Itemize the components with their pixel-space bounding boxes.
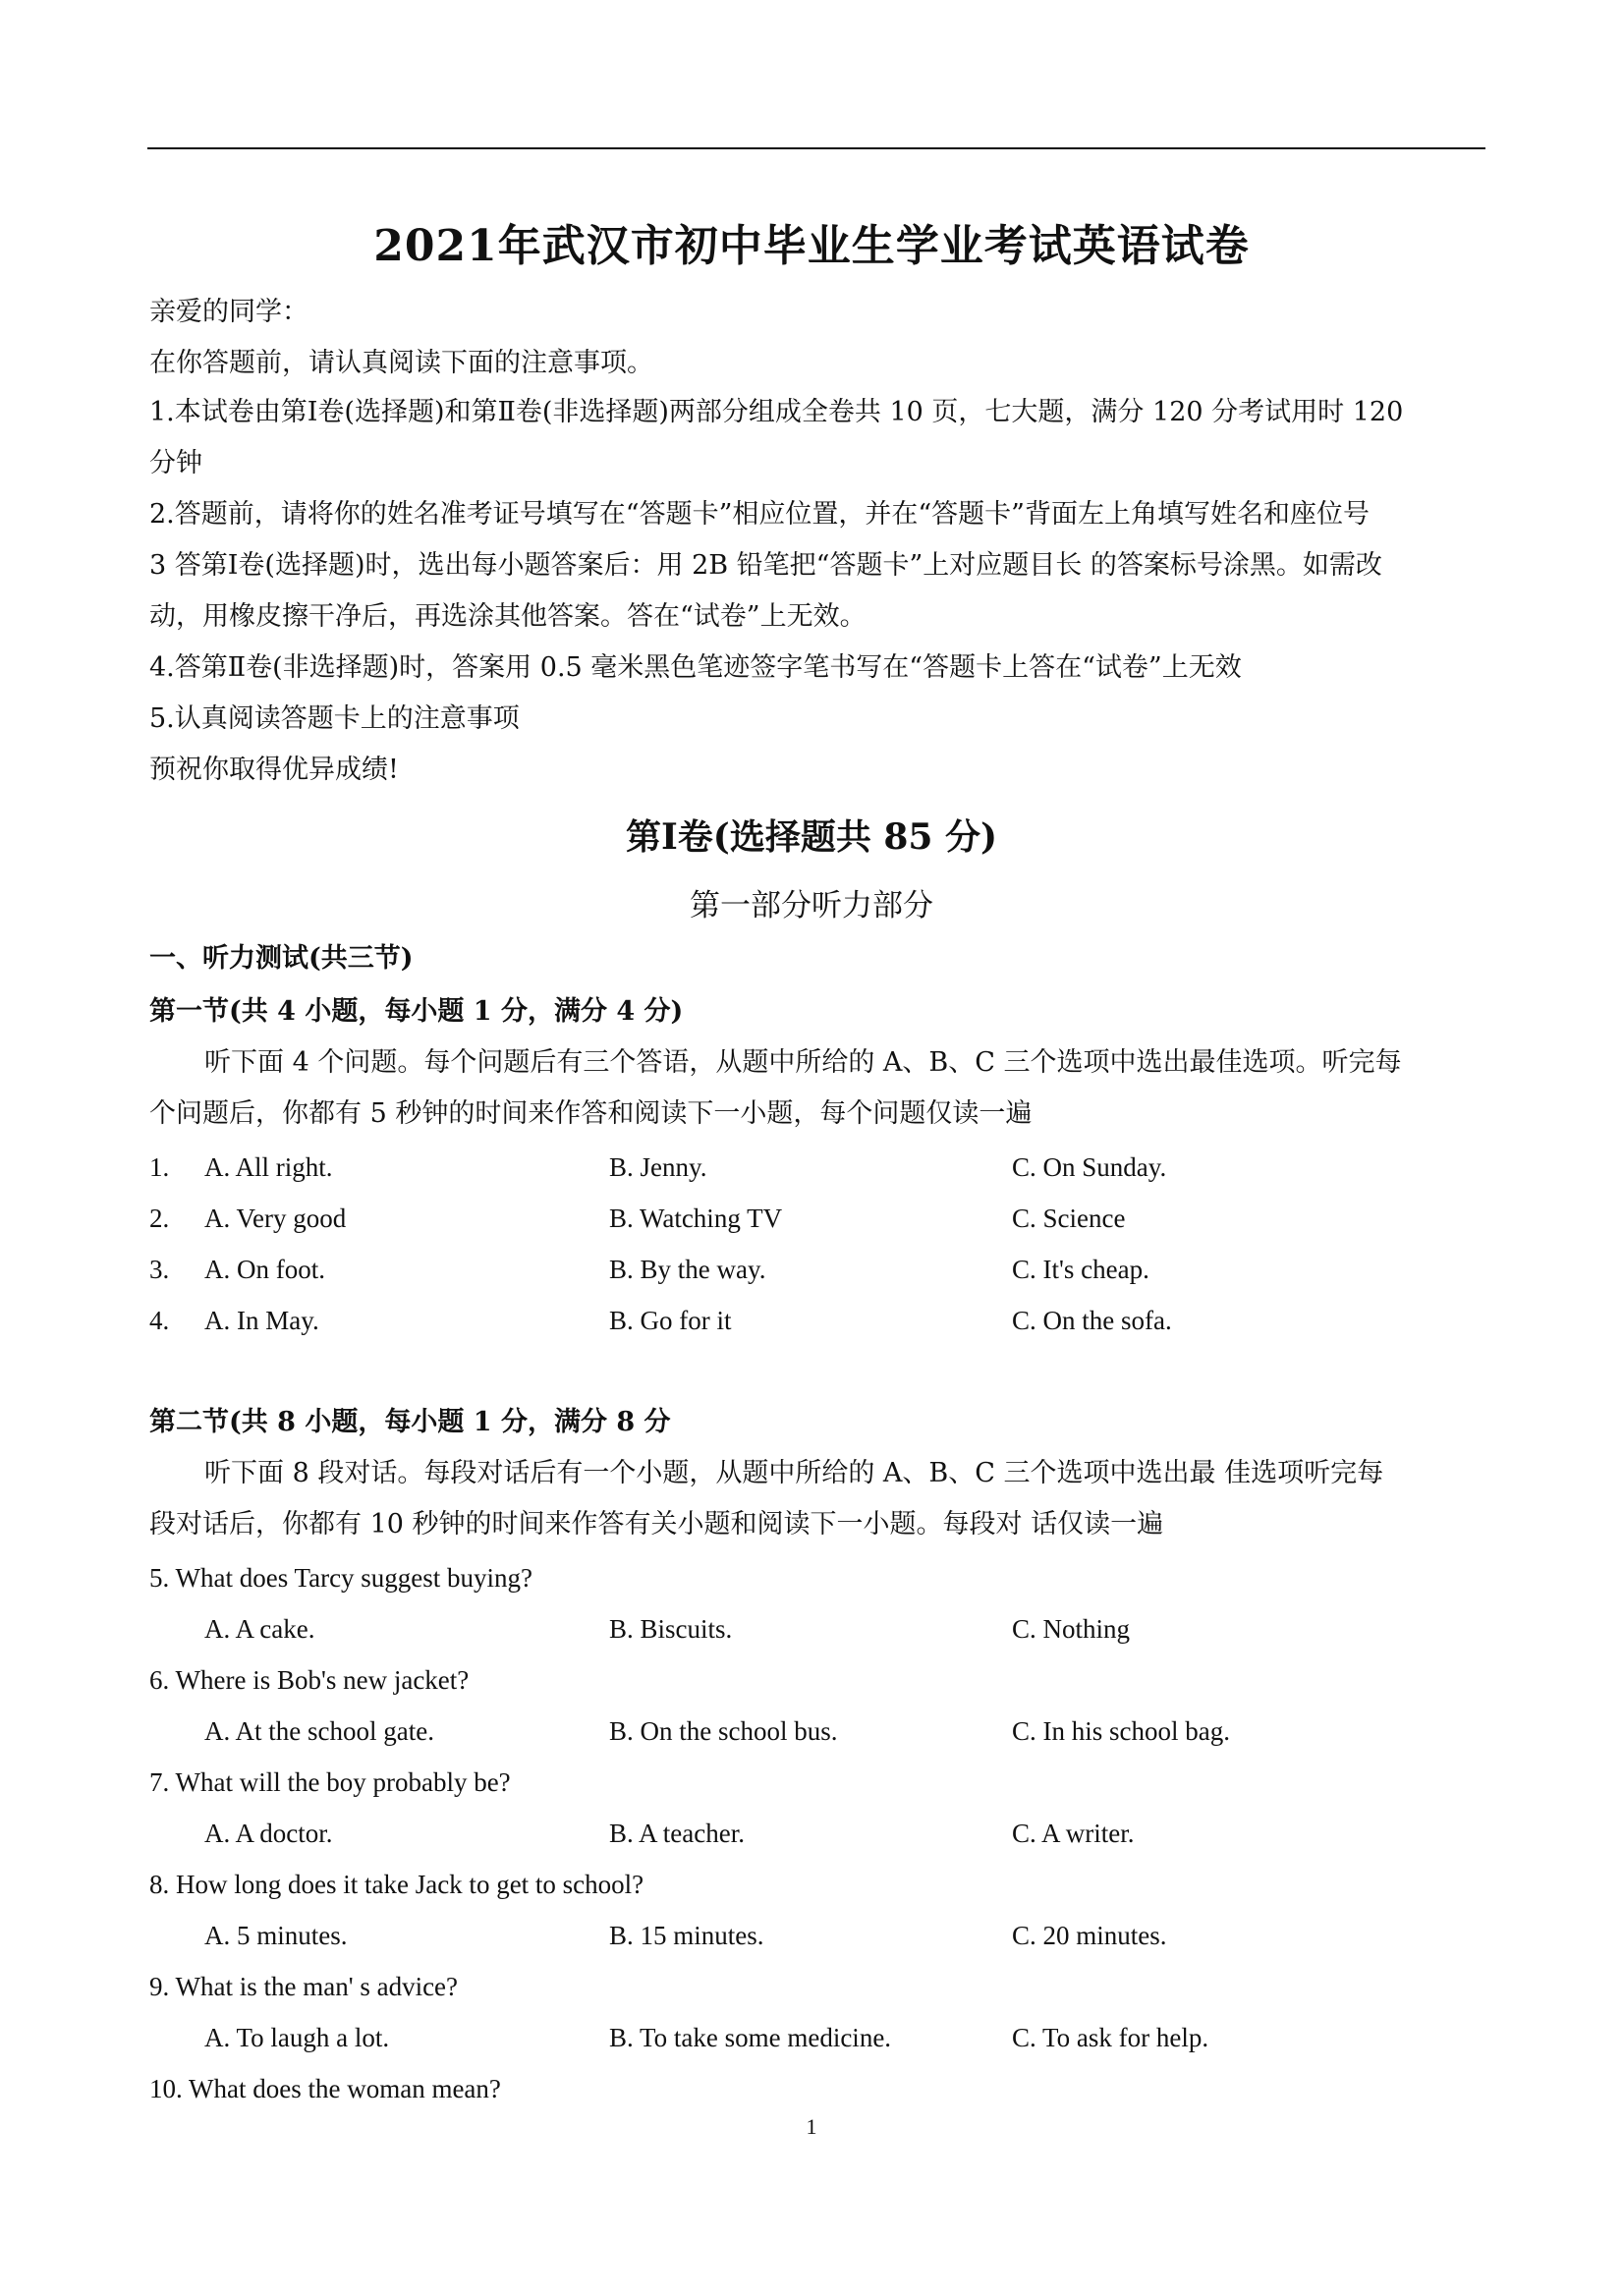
option-c: C. To ask for help.: [1012, 2023, 1209, 2052]
option-c: C. 20 minutes.: [1012, 1921, 1167, 1950]
question-number: 4.: [149, 1306, 170, 1335]
volume-heading: 第Ⅰ卷(选择题共 85 分): [625, 816, 998, 858]
option-b: B. By the way.: [609, 1255, 766, 1284]
option-c: C. A writer.: [1012, 1819, 1135, 1848]
option-a: A. A cake.: [204, 1614, 315, 1644]
option-c: C. It's cheap.: [1012, 1255, 1149, 1284]
sec1-instructions-a: 听下面 4 个问题。每个问题后有三个答语，从题中所给的 A、B、C 三个选项中选出最佳选项。听完每: [204, 1047, 1402, 1078]
option-c: C. On Sunday.: [1012, 1152, 1167, 1182]
section-heading: 一、听力测试(共三节): [149, 943, 414, 974]
note-1b: 分钟: [149, 448, 202, 478]
note-3b: 动，用橡皮擦干净后，再选涂其他答案。答在“试卷”上无效。: [149, 601, 867, 632]
option-b: B. Watching TV: [609, 1204, 783, 1233]
sec2-question-10: 10. What does the woman mean?: [149, 2074, 501, 2103]
option-b: B. 15 minutes.: [609, 1921, 764, 1950]
option-b: B. Jenny.: [609, 1152, 707, 1182]
option-a: A. A doctor.: [204, 1819, 333, 1848]
note-2: 2.答题前，请将你的姓名准考证号填写在“答题卡”相应位置，并在“答题卡”背面左上角填写姓名和座位号: [149, 499, 1370, 530]
sec2-instructions-a: 听下面 8 段对话。每段对话后有一个小题，从题中所给的 A、B、C 三个选项中选出最 佳选项听完每: [204, 1458, 1384, 1488]
question-text: 5. What does Tarcy suggest buying?: [149, 1563, 533, 1593]
intro-lead: 在你答题前，请认真阅读下面的注意事项。: [149, 348, 653, 378]
sec1-heading: 第一节(共 4 小题，每小题 1 分，满分 4 分): [149, 996, 684, 1027]
option-b: B. Go for it: [609, 1306, 732, 1335]
note-4: 4.答第Ⅱ卷(非选择题)时，答案用 0.5 毫米黑色笔迹签字笔书写在“答题卡上答在“试卷”上无效: [149, 652, 1242, 683]
option-a: A. 5 minutes.: [204, 1921, 348, 1950]
note-3a: 3 答第Ⅰ卷(选择题)时，选出每小题答案后：用 2B 铅笔把“答题卡”上对应题目长 的答案标号涂黑。如需改: [149, 550, 1382, 581]
question-text: 6. Where is Bob's new jacket?: [149, 1665, 470, 1695]
part-heading: 第一部分听力部分: [690, 888, 933, 924]
option-c: C. Science: [1012, 1204, 1126, 1233]
option-c: C. Nothing: [1012, 1614, 1131, 1644]
option-b: B. Biscuits.: [609, 1614, 733, 1644]
exam-title: 2021年武汉市初中毕业生学业考试英语试卷: [373, 221, 1250, 271]
question-text: 8. How long does it take Jack to get to school?: [149, 1870, 644, 1899]
sec2-heading: 第二节(共 8 小题，每小题 1 分，满分 8 分: [149, 1407, 671, 1437]
wish: 预祝你取得优异成绩!: [149, 755, 399, 785]
question-text: 9. What is the man' s advice?: [149, 1972, 459, 2001]
option-a: A. Very good: [204, 1204, 347, 1233]
question-number: 2.: [149, 1204, 170, 1233]
option-c: C. In his school bag.: [1012, 1716, 1230, 1746]
option-b: B. A teacher.: [609, 1819, 745, 1848]
note-5: 5.认真阅读答题卡上的注意事项: [149, 703, 520, 734]
option-a: A. At the school gate.: [204, 1716, 434, 1746]
question-text: 7. What will the boy probably be?: [149, 1767, 511, 1797]
sec2-instructions-b: 段对话后，你都有 10 秒钟的时间来作答有关小题和阅读下一小题。每段对 话仅读一遍: [149, 1509, 1164, 1540]
option-c: C. On the sofa.: [1012, 1306, 1172, 1335]
option-a: A. To laugh a lot.: [204, 2023, 390, 2052]
note-1a: 1.本试卷由第Ⅰ卷(选择题)和第Ⅱ卷(非选择题)两部分组成全卷共 10 页，七大题，满分 120 分考试用时 120: [149, 397, 1404, 427]
question-number: 1.: [149, 1152, 170, 1182]
header-rule: [147, 147, 1485, 149]
option-b: B. On the school bus.: [609, 1716, 838, 1746]
page-number: 1: [806, 2114, 817, 2139]
option-a: A. All right.: [204, 1152, 333, 1182]
question-number: 3.: [149, 1255, 170, 1284]
option-b: B. To take some medicine.: [609, 2023, 892, 2052]
greeting: 亲爱的同学：: [149, 297, 308, 327]
option-a: A. On foot.: [204, 1255, 325, 1284]
sec1-instructions-b: 个问题后，你都有 5 秒钟的时间来作答和阅读下一小题，每个问题仅读一遍: [149, 1098, 1033, 1129]
option-a: A. In May.: [204, 1306, 319, 1335]
